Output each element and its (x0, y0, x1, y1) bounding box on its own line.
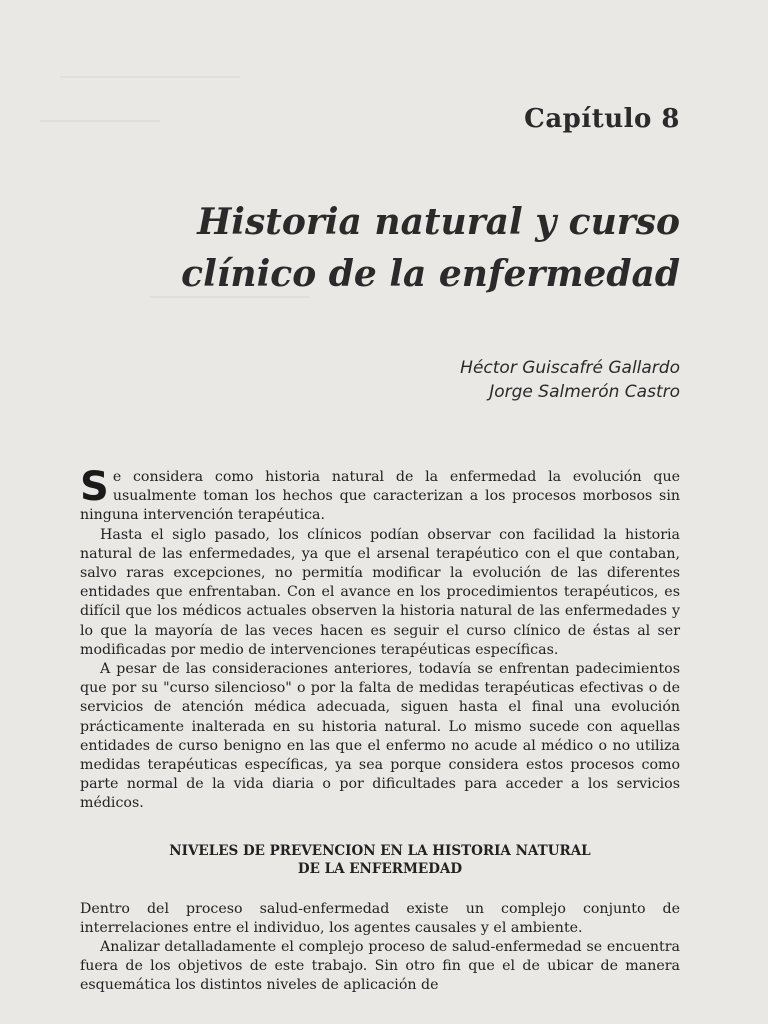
author-name: Héctor Guiscafré Gallardo (460, 358, 680, 378)
paragraph: Dentro del proceso salud-enfermedad existe un complejo conjunto de interrelaciones entre el individuo, los agentes causales y el ambiente. (80, 900, 680, 936)
section-heading (80, 842, 680, 878)
paragraph: A pesar de las consideraciones anteriores, todavía se enfrentan padecimientos que por su "curso silencioso" o por la falta de medidas terapéuticas efectivas o de servicios de atención médica adecuada, siguen hasta el final una evolución prácticamente inalterada en su historia natural. Lo mismo sucede con aquellas entidades de curso benigno en las que el enfermo no acude al médico o no utiliza medidas terapéuticas específicas, ya sea porque considera estos procesos como parte normal de la vida diaria o por dificultades para acceder a los servicios médicos. (80, 661, 680, 812)
section-heading-line: DE LA ENFERMEDAD (297, 860, 463, 877)
section-heading-line: NIVELES DE PREVENCION EN LA HISTORIA NATURAL (169, 842, 591, 859)
paragraph-text: e considera como historia natural de la enfermedad la evolución que usualmente toman los hechos que caracterizan a los procesos morbosos sin ninguna intervención terapéutica. (80, 469, 680, 524)
paragraph: Analizar detalladamente el complejo proceso de salud-enfermedad se encuentra fuera de los objetivos de este trabajo. Sin otro fin que el de ubicar de manera esquemática los distintos niveles de aplicación de (80, 939, 680, 994)
chapter-label: Capítulo 8 (524, 104, 680, 134)
body-text (80, 464, 680, 996)
chapter-title-line: clínico de la enfermedad (181, 253, 680, 295)
bleed-through-mark (60, 76, 240, 78)
chapter-title (80, 196, 680, 300)
author-name: Jorge Salmerón Castro (489, 382, 680, 402)
paragraph: Hasta el siglo pasado, los clínicos podían observar con facilidad la historia natural de las enfermedades, ya que el arsenal terapéutico con el que contaban, salvo raras excepciones, no permitía modificar la evolución de las diferentes entidades que enfrentaban. Con el avance en los procedimientos terapéuticos, es difícil que los médicos actuales observen la historia natural de las enfermedades y lo que la mayoría de las veces hacen es seguir el curso clínico de éstas al ser modificadas por medio de intervenciones terapéuticas específicas. (80, 526, 680, 658)
chapter-title-line: Historia natural y curso (197, 201, 680, 243)
paragraph (80, 464, 680, 526)
drop-cap: S (80, 464, 109, 510)
bleed-through-mark (40, 120, 160, 122)
authors (460, 356, 680, 404)
